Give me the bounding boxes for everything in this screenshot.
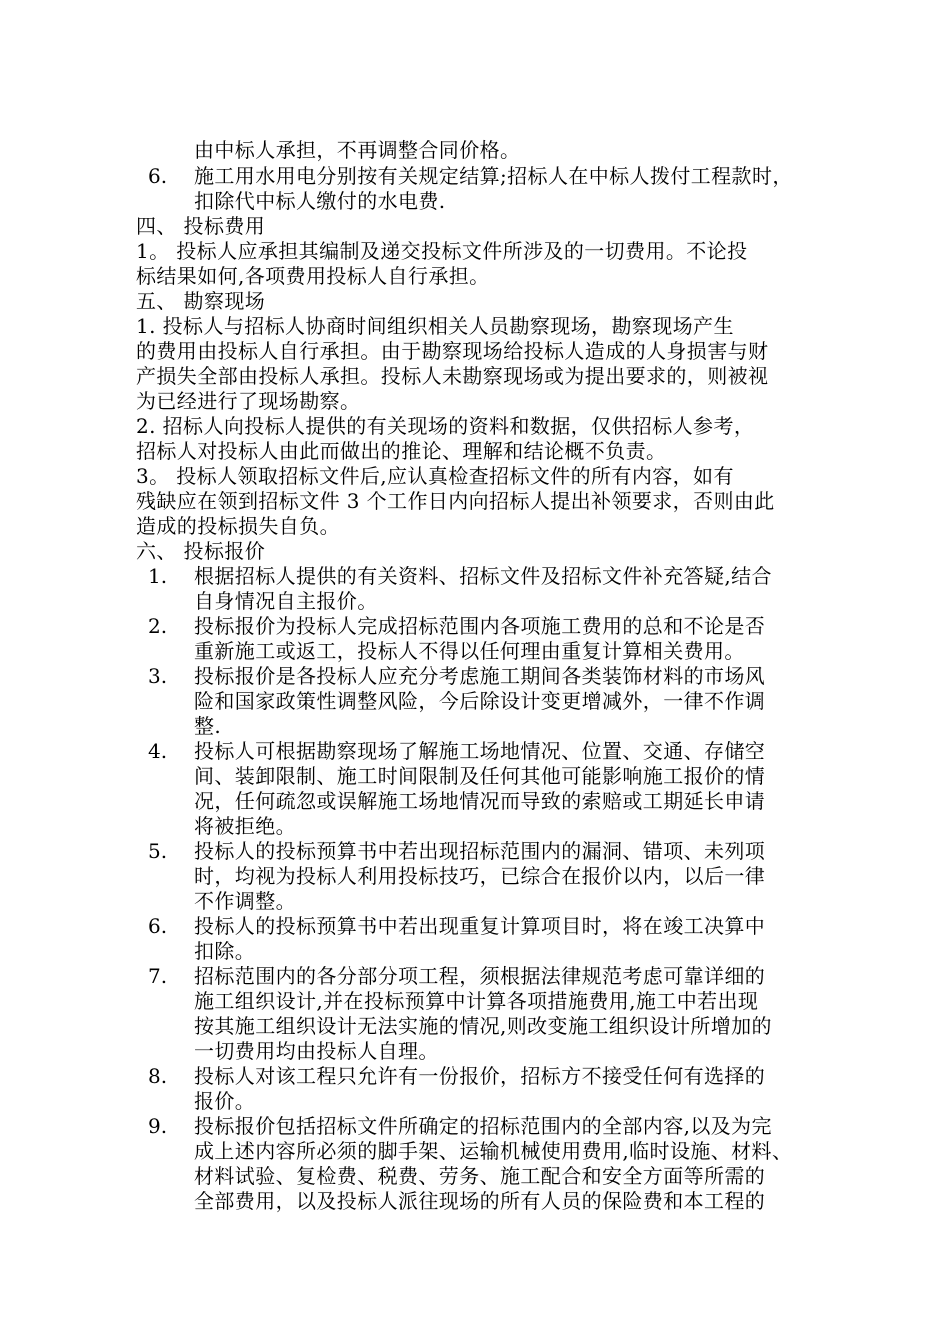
list-item-line: 时，均视为投标人利用投标技巧，已综合在报价以内，以后一律 [194, 864, 766, 888]
list-item-line: 一切费用均由投标人自理。 [194, 1039, 439, 1063]
list-item-line: 况，任何疏忽或误解施工场地情况而导致的索赔或工期延长申请 [194, 789, 766, 813]
list-item-line: 投标人对该工程只允许有一份报价，招标方不接受任何有选择的 [194, 1064, 766, 1088]
list-item-line: 按其施工组织设计无法实施的情况,则改变施工组织设计所增加的 [194, 1014, 772, 1038]
list-number: 5. [148, 839, 168, 863]
paragraph-line: 3。 投标人领取招标文件后,应认真检查招标文件的所有内容，如有 [136, 464, 734, 488]
list-item-line: 投标人的投标预算书中若出现招标范围内的漏洞、错项、未列项 [194, 839, 766, 863]
list-number: 6. [148, 164, 168, 188]
paragraph-line: 为已经进行了现场勘察。 [136, 389, 361, 413]
list-item-line: 投标人可根据勘察现场了解施工场地情况、位置、交通、存储空 [194, 739, 766, 763]
paragraph-line: 施工用水用电分别按有关规定结算;招标人在中标人拨付工程款时， [194, 164, 793, 188]
paragraph-line: 2. 招标人向投标人提供的有关现场的资料和数据，仅供招标人参考， [136, 414, 755, 438]
list-number: 2. [148, 614, 168, 638]
list-item-line: 投标报价为投标人完成招标范围内各项施工费用的总和不论是否 [194, 614, 766, 638]
list-item-line: 报价。 [194, 1089, 256, 1113]
list-item-line: 材料试验、复检费、税费、劳务、施工配合和安全方面等所需的 [194, 1164, 766, 1188]
list-number: 7. [148, 964, 168, 988]
list-number: 8. [148, 1064, 168, 1088]
list-number: 6. [148, 914, 168, 938]
list-item-line: 整. [194, 714, 222, 738]
list-number: 3. [148, 664, 168, 688]
paragraph-line: 标结果如何,各项费用投标人自行承担。 [136, 264, 490, 288]
list-item-line: 投标人的投标预算书中若出现重复计算项目时，将在竣工决算中 [194, 914, 766, 938]
list-item-line: 重新施工或返工，投标人不得以任何理由重复计算相关费用。 [194, 639, 745, 663]
paragraph-line: 由中标人承担，不再调整合同价格。 [194, 138, 521, 162]
list-item-line: 施工组织设计,并在投标预算中计算各项措施费用,施工中若出现 [194, 989, 759, 1013]
paragraph-line: 招标人对投标人由此而做出的推论、理解和结论概不负责。 [136, 439, 667, 463]
list-item-line: 成上述内容所必须的脚手架、运输机械使用费用,临时设施、材料、 [194, 1139, 793, 1163]
paragraph-line: 1。 投标人应承担其编制及递交投标文件所涉及的一切费用。不论投 [136, 239, 748, 263]
section-heading: 五、 勘察现场 [136, 289, 266, 313]
list-item-line: 间、装卸限制、施工时间限制及任何其他可能影响施工报价的情 [194, 764, 766, 788]
list-item-line: 招标范围内的各分部分项工程，须根据法律规范考虑可靠详细的 [194, 964, 766, 988]
paragraph-line: 造成的投标损失自负。 [136, 514, 340, 538]
list-item-line: 自身情况自主报价。 [194, 589, 378, 613]
list-item-line: 投标报价是各投标人应充分考虑施工期间各类装饰材料的市场风 [194, 664, 766, 688]
paragraph-line: 残缺应在领到招标文件 3 个工作日内向招标人提出补领要求，否则由此 [136, 489, 775, 513]
list-number: 4. [148, 739, 168, 763]
list-item-line: 险和国家政策性调整风险，今后除设计变更增减外，一律不作调 [194, 689, 766, 713]
list-item-line: 全部费用，以及投标人派往现场的所有人员的保险费和本工程的 [194, 1189, 766, 1213]
paragraph-line: 产损失全部由投标人承担。投标人未勘察现场或为提出要求的，则被视 [136, 364, 769, 388]
list-item-line: 投标报价包括招标文件所确定的招标范围内的全部内容,以及为完 [194, 1114, 772, 1138]
list-number: 9. [148, 1114, 168, 1138]
list-item-line: 将被拒绝。 [194, 814, 296, 838]
section-heading: 六、 投标报价 [136, 539, 266, 563]
paragraph-line: 1. 投标人与招标人协商时间组织相关人员勘察现场，勘察现场产生 [136, 314, 734, 338]
list-number: 1. [148, 564, 168, 588]
list-item-line: 不作调整。 [194, 889, 296, 913]
list-item-line: 扣除。 [194, 939, 256, 963]
paragraph-line: 的费用由投标人自行承担。由于勘察现场给投标人造成的人身损害与财 [136, 339, 769, 363]
list-item-line: 根据招标人提供的有关资料、招标文件及招标文件补充答疑,结合 [194, 564, 772, 588]
section-heading: 四、 投标费用 [136, 214, 266, 238]
paragraph-line: 扣除代中标人缴付的水电费. [194, 189, 446, 213]
